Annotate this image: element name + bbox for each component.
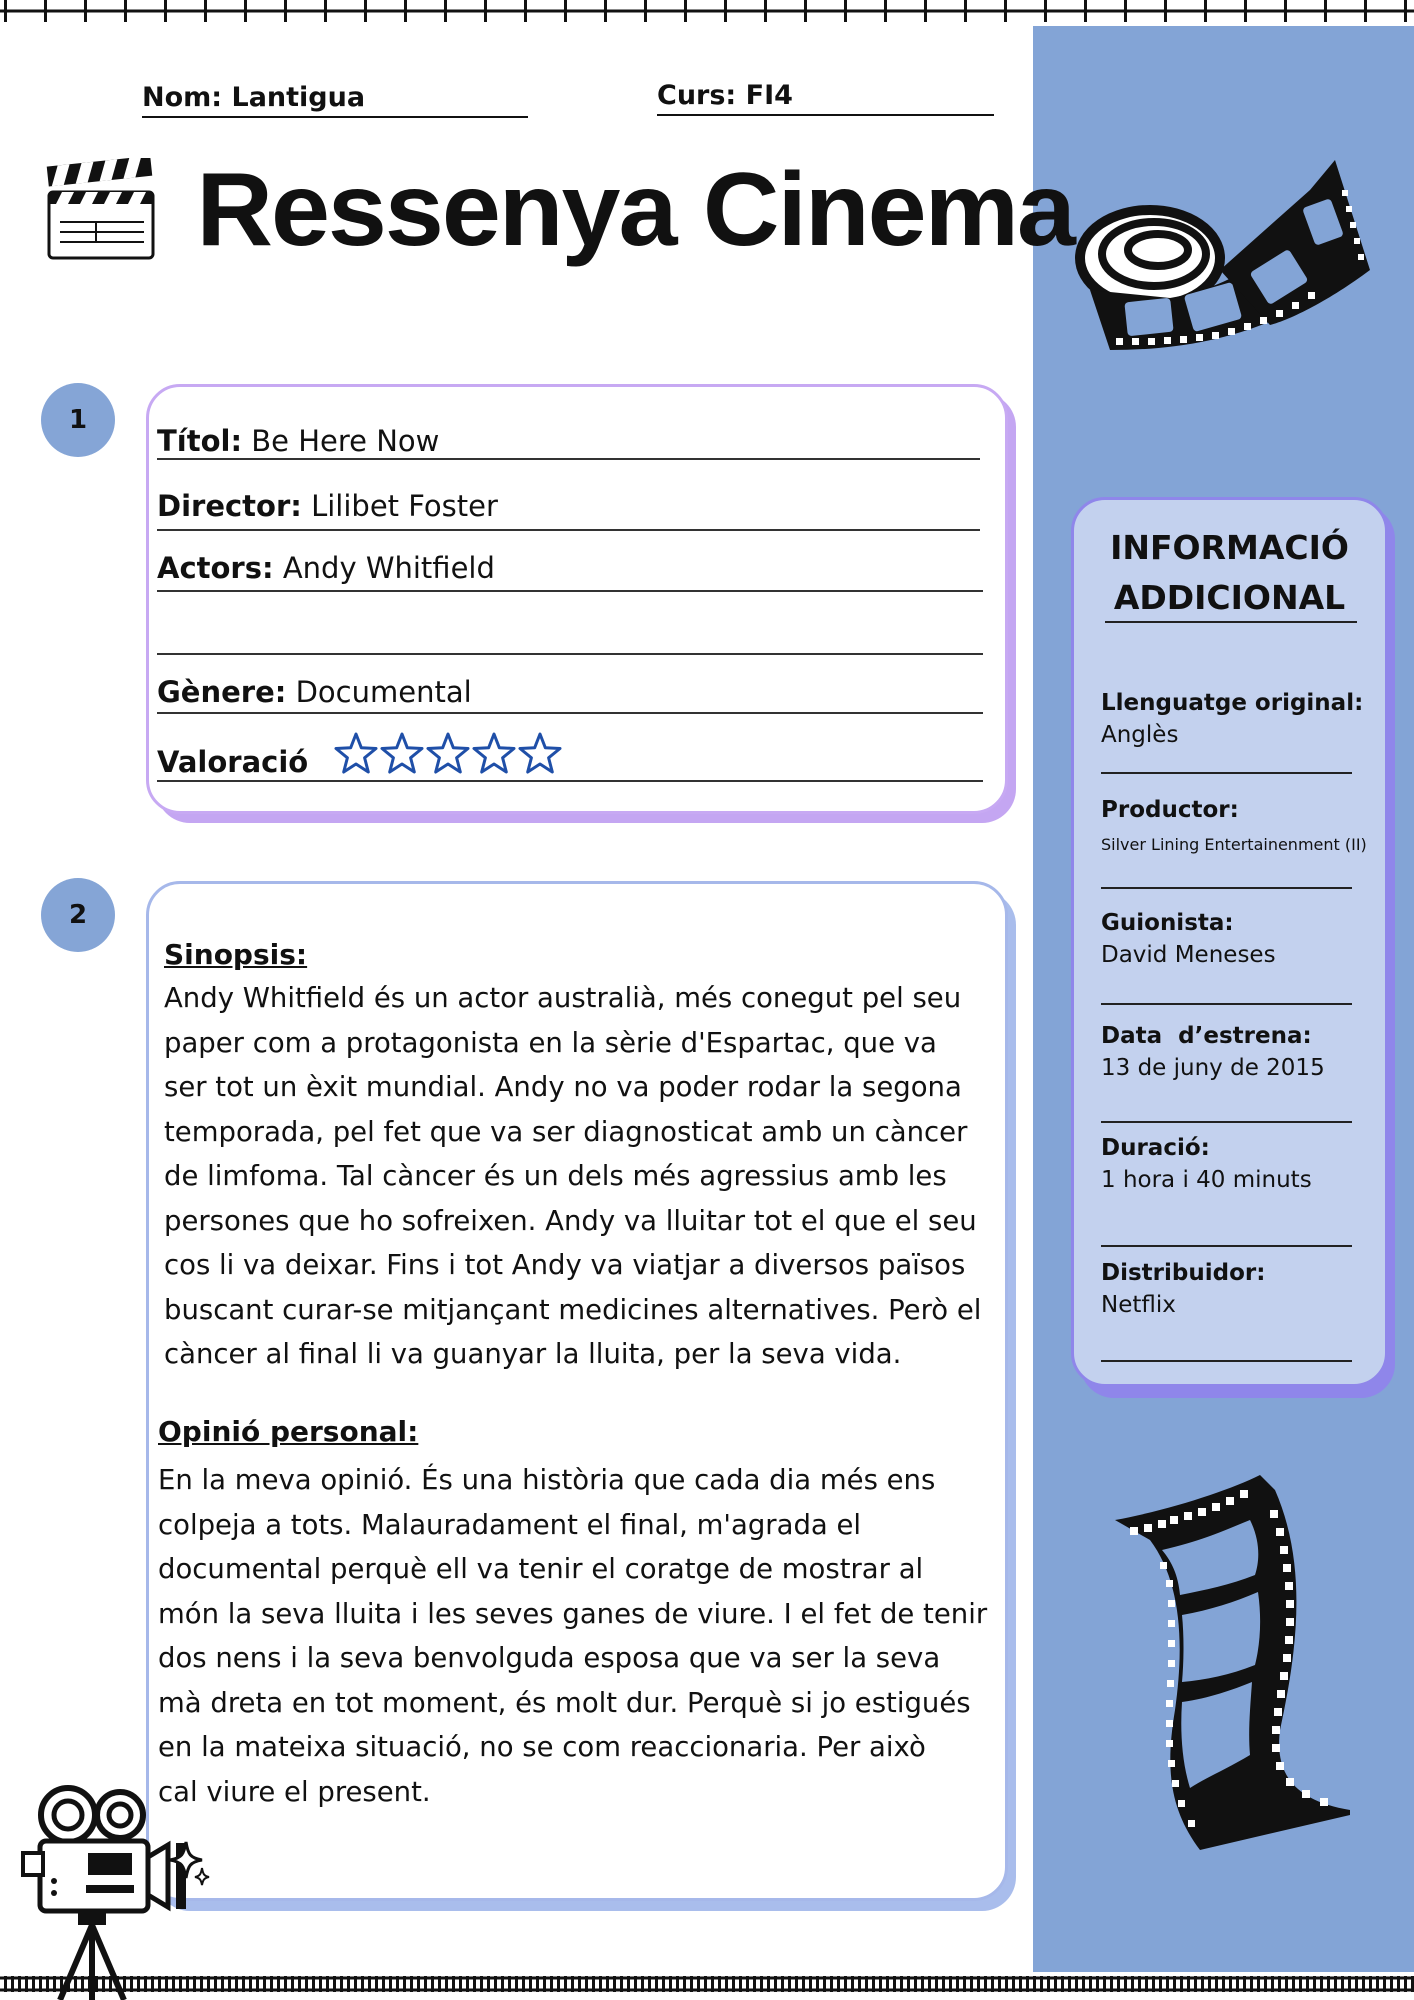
field-title-value: Be Here Now	[251, 424, 440, 458]
film-reel-icon	[1070, 150, 1370, 360]
info-title	[1071, 523, 1388, 623]
star-icon[interactable]	[382, 734, 422, 772]
field-actors-value: Andy Whitfield	[282, 551, 495, 585]
star-icon[interactable]	[520, 734, 560, 772]
synopsis-line: cos li va deixar. Fins i tot Andy va viatjar a diversos països	[164, 1249, 966, 1281]
field-blank-line	[157, 653, 983, 655]
clapperboard-icon	[46, 158, 158, 262]
field-title	[157, 424, 982, 458]
field-rating	[157, 745, 982, 779]
synopsis-line: paper com a protagonista en la sèrie d'Espartac, que va	[164, 1026, 937, 1059]
field-rating-label: Valoració	[157, 745, 309, 779]
star-icon[interactable]	[336, 734, 376, 772]
synopsis-text	[164, 976, 1004, 1377]
info-producer-value: Silver Lining Entertainenment (II)	[1101, 835, 1367, 854]
course-label: Curs:	[657, 80, 737, 111]
opinion-line: en la mateixa situació, no se com reaccionaria. Per això	[158, 1731, 926, 1763]
info-release-label: Data d’estrena:	[1101, 1023, 1312, 1049]
info-language-label: Llenguatge original:	[1101, 690, 1364, 716]
info-distributor-label: Distribuidor:	[1101, 1260, 1266, 1286]
opinion-line: dos nens i la seva benvolguda esposa que va ser la seva	[158, 1642, 941, 1674]
info-screenwriter-label: Guionista:	[1101, 910, 1234, 936]
field-rating-line	[157, 780, 983, 782]
sparkle-icon	[168, 1840, 210, 1886]
name-value: Lantigua	[231, 82, 366, 113]
field-title-label: Títol:	[157, 424, 243, 458]
field-genre-line	[157, 712, 983, 714]
field-director-label: Director:	[157, 489, 302, 523]
info-item-duration	[1101, 1135, 1312, 1193]
info-language-value: Anglès	[1101, 722, 1179, 748]
field-genre-value: Documental	[295, 675, 472, 709]
info-producer-line	[1101, 887, 1352, 889]
field-genre	[157, 675, 982, 709]
field-director	[157, 489, 982, 523]
opinion-line: mà dreta en tot moment, és molt dur. Perquè si jo estigués	[158, 1686, 971, 1719]
field-director-line	[157, 529, 980, 531]
section-1-number: 1	[41, 383, 115, 457]
synopsis-line: ser tot un èxit mundial. Andy no va poder rodar la segona	[164, 1071, 962, 1103]
info-producer-label: Productor:	[1101, 797, 1239, 823]
opinion-line: En la meva opinió. És una història que cada dia més ens	[158, 1464, 936, 1496]
film-strip-top	[0, 0, 1414, 26]
info-title-line1: INFORMACIÓ	[1110, 528, 1349, 567]
course-underline	[657, 114, 994, 116]
field-title-line	[157, 458, 980, 460]
name-field	[142, 82, 365, 113]
info-screenwriter-line	[1101, 1003, 1352, 1005]
info-item-language	[1101, 690, 1363, 748]
info-release-line	[1101, 1121, 1352, 1123]
star-icon[interactable]	[428, 734, 468, 772]
opinion-line: cal viure el present.	[158, 1775, 431, 1808]
opinion-text	[158, 1458, 998, 1814]
synopsis-line: persones que ho sofreixen. Andy va lluitar tot el que el seu	[164, 1204, 977, 1237]
section-2-number: 2	[41, 878, 115, 952]
star-icon[interactable]	[474, 734, 514, 772]
film-strip-icon	[1110, 1470, 1360, 1850]
info-item-producer	[1101, 797, 1367, 854]
synopsis-line: càncer al final li va guanyar la lluita, per la seva vida.	[164, 1338, 902, 1370]
info-title-underline	[1105, 621, 1357, 623]
field-director-value: Lilibet Foster	[311, 489, 498, 523]
field-genre-label: Gènere:	[157, 675, 287, 709]
info-distributor-value: Netflix	[1101, 1292, 1176, 1318]
movie-camera-icon	[18, 1785, 218, 2000]
synopsis-line: Andy Whitfield és un actor australià, més conegut pel seu	[164, 982, 962, 1014]
opinion-heading: Opinió personal:	[158, 1415, 419, 1448]
info-item-distributor	[1101, 1260, 1265, 1318]
synopsis-heading: Sinopsis:	[164, 938, 308, 971]
course-value: FI4	[745, 80, 793, 111]
info-screenwriter-value: David Meneses	[1101, 942, 1276, 968]
opinion-line: colpeja a tots. Malauradament el final, m'agrada el	[158, 1508, 862, 1541]
opinion-line: documental perquè ell va tenir el coratge de mostrar al	[158, 1553, 924, 1585]
name-label: Nom:	[142, 82, 223, 113]
info-title-line2: ADDICIONAL	[1113, 578, 1346, 617]
rating-stars[interactable]	[334, 730, 564, 778]
synopsis-line: buscant curar-se mitjançant medicines alternatives. Però el	[164, 1293, 982, 1326]
synopsis-line: de limfoma. Tal càncer és un dels més agressius amb les	[164, 1160, 947, 1192]
info-duration-line	[1101, 1245, 1352, 1247]
info-distributor-line	[1101, 1360, 1352, 1362]
info-item-release	[1101, 1023, 1325, 1081]
info-duration-label: Duració:	[1101, 1135, 1210, 1161]
name-underline	[142, 116, 528, 118]
field-actors-line	[157, 590, 983, 592]
synopsis-line: temporada, pel fet que va ser diagnosticat amb un càncer	[164, 1115, 968, 1148]
info-language-line	[1101, 772, 1352, 774]
info-release-value: 13 de juny de 2015	[1101, 1055, 1325, 1081]
info-duration-value: 1 hora i 40 minuts	[1101, 1167, 1312, 1193]
info-item-screenwriter	[1101, 910, 1276, 968]
page-title: Ressenya Cinema	[196, 152, 1074, 268]
opinion-line: món la seva lluita i les seves ganes de viure. I el fet de tenir	[158, 1597, 988, 1630]
field-actors-label: Actors:	[157, 551, 274, 585]
field-actors	[157, 551, 982, 585]
course-field	[657, 80, 793, 111]
